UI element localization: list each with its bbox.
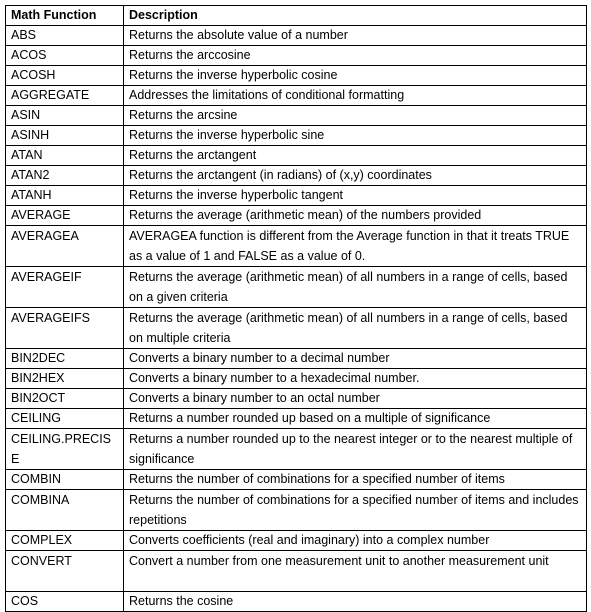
header-row bbox=[6, 6, 587, 26]
function-description-cell: Returns the number of combinations for a specified number of items and includes repetitions bbox=[124, 490, 587, 531]
function-name-cell: BIN2HEX bbox=[6, 369, 124, 389]
function-name-cell: ATAN2 bbox=[6, 166, 124, 186]
function-name-cell: ATANH bbox=[6, 186, 124, 206]
function-description-cell: Returns a number rounded up to the nearest integer or to the nearest multiple of significance bbox=[124, 429, 587, 470]
table-row bbox=[6, 46, 587, 66]
column-header-math-function: Math Function bbox=[6, 6, 124, 26]
function-description-cell: Returns the absolute value of a number bbox=[124, 26, 587, 46]
function-description-cell: Returns the inverse hyperbolic tangent bbox=[124, 186, 587, 206]
math-functions-table bbox=[5, 5, 587, 612]
function-description-cell: Returns the number of combinations for a specified number of items bbox=[124, 470, 587, 490]
function-name-cell: CEILING.PRECISE bbox=[6, 429, 124, 470]
function-description-cell: Converts a binary number to an octal number bbox=[124, 389, 587, 409]
function-name-cell: AVERAGEIFS bbox=[6, 308, 124, 349]
function-name-cell: COMBINA bbox=[6, 490, 124, 531]
function-name-cell: BIN2OCT bbox=[6, 389, 124, 409]
function-description-cell: Returns the arctangent bbox=[124, 146, 587, 166]
table-row bbox=[6, 126, 587, 146]
table-row bbox=[6, 86, 587, 106]
table-row bbox=[6, 186, 587, 206]
function-name-cell: ACOS bbox=[6, 46, 124, 66]
function-name-cell: AGGREGATE bbox=[6, 86, 124, 106]
column-header-description: Description bbox=[124, 6, 587, 26]
function-name-cell: ASIN bbox=[6, 106, 124, 126]
table-row bbox=[6, 470, 587, 490]
function-description-cell: AVERAGEA function is different from the Average function in that it treats TRUE as a value of 1 and FALSE as a value of 0. bbox=[124, 226, 587, 267]
function-description-cell: Returns the inverse hyperbolic sine bbox=[124, 126, 587, 146]
table-row bbox=[6, 226, 587, 267]
table-body bbox=[6, 26, 587, 612]
function-name-cell: COMPLEX bbox=[6, 531, 124, 551]
function-name-cell: CONVERT bbox=[6, 551, 124, 592]
table-row bbox=[6, 267, 587, 308]
function-description-cell: Addresses the limitations of conditional formatting bbox=[124, 86, 587, 106]
function-name-cell: AVERAGE bbox=[6, 206, 124, 226]
table-row bbox=[6, 369, 587, 389]
table-row bbox=[6, 409, 587, 429]
function-description-cell: Returns the arccosine bbox=[124, 46, 587, 66]
table-row bbox=[6, 146, 587, 166]
table-row bbox=[6, 308, 587, 349]
function-description-cell: Returns the inverse hyperbolic cosine bbox=[124, 66, 587, 86]
table-row bbox=[6, 490, 587, 531]
function-description-cell: Converts a binary number to a hexadecimal number. bbox=[124, 369, 587, 389]
function-description-cell: Returns the average (arithmetic mean) of the numbers provided bbox=[124, 206, 587, 226]
function-description-cell: Returns the arctangent (in radians) of (x,y) coordinates bbox=[124, 166, 587, 186]
function-description-cell: Converts coefficients (real and imaginary) into a complex number bbox=[124, 531, 587, 551]
function-description-cell: Returns the average (arithmetic mean) of all numbers in a range of cells, based on multiple criteria bbox=[124, 308, 587, 349]
function-description-cell: Returns the arcsine bbox=[124, 106, 587, 126]
function-name-cell: BIN2DEC bbox=[6, 349, 124, 369]
function-description-cell: Convert a number from one measurement unit to another measurement unit bbox=[124, 551, 587, 592]
table-row bbox=[6, 531, 587, 551]
table-row bbox=[6, 26, 587, 46]
function-description-cell: Returns the average (arithmetic mean) of all numbers in a range of cells, based on a given criteria bbox=[124, 267, 587, 308]
table-row bbox=[6, 66, 587, 86]
function-name-cell: ATAN bbox=[6, 146, 124, 166]
table-row bbox=[6, 206, 587, 226]
table-row bbox=[6, 166, 587, 186]
table-row bbox=[6, 349, 587, 369]
function-description-cell: Returns the cosine bbox=[124, 592, 587, 612]
function-description-cell: Returns a number rounded up based on a multiple of significance bbox=[124, 409, 587, 429]
table-row bbox=[6, 389, 587, 409]
function-name-cell: ACOSH bbox=[6, 66, 124, 86]
function-name-cell: ABS bbox=[6, 26, 124, 46]
table-row bbox=[6, 592, 587, 612]
function-name-cell: AVERAGEIF bbox=[6, 267, 124, 308]
table-row bbox=[6, 429, 587, 470]
function-name-cell: ASINH bbox=[6, 126, 124, 146]
function-name-cell: COMBIN bbox=[6, 470, 124, 490]
function-name-cell: AVERAGEA bbox=[6, 226, 124, 267]
function-description-cell: Converts a binary number to a decimal number bbox=[124, 349, 587, 369]
table-row bbox=[6, 551, 587, 592]
function-name-cell: CEILING bbox=[6, 409, 124, 429]
function-name-cell: COS bbox=[6, 592, 124, 612]
table-row bbox=[6, 106, 587, 126]
